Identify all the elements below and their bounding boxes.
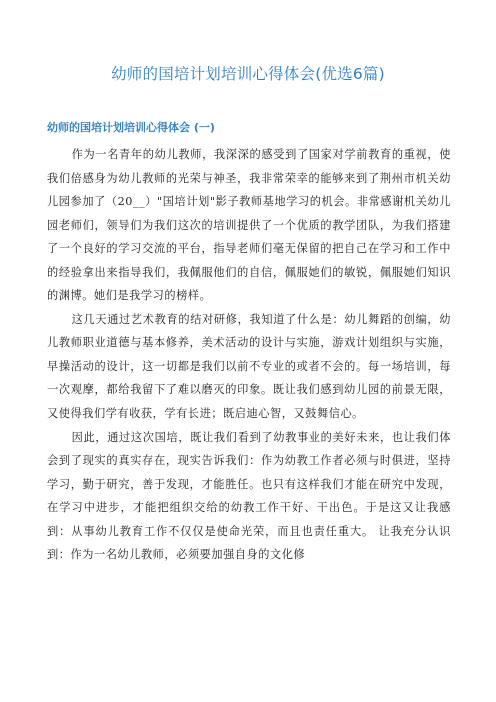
document-body — [47, 143, 451, 567]
document-title: 幼师的国培计划培训心得体会(优选6篇) — [111, 65, 385, 83]
section-heading: 幼师的国培计划培训心得体会 (一) — [47, 121, 215, 134]
paragraph: 因此，通过这次国培，既让我们看到了幼教事业的美好未来，也让我们体会到了现实的真实存在，现实告诉我们：作为幼教工作者必须与时俱进，坚持学习，勤于研究，善于发现，才能胜任。也只有这样我们才能在研究中发现，在学习中进步，才能把组织交给的幼教工作干好、干出色。于是这又让我感到：从事幼儿教育工作不仅仅是使命光荣，而且也责任重大。 让我充分认识到：作为一名幼儿教师，必须要加强自身的文化修 — [47, 430, 451, 562]
paragraph: 作为一名青年的幼儿教师，我深深的感受到了国家对学前教育的重视，使我们倍感身为幼儿教师的光荣与神圣，我非常荣幸的能够来到了荆州市机关幼儿园参加了（20__）"国培计划"影子教师基地学习的机会。非常感谢机关幼儿园老师们，领导们为我们这次的培训提供了一个优质的教学团队，为我们搭建了一个良好的学习交流的平台，指导老师们毫无保留的把自己在学习和工作中的经验拿出来指导我们，我佩服他们的自信，佩服她们的敏锐，佩服她们知识的渊博。她们是我学习的榜样。 — [47, 148, 451, 303]
paragraph: 这几天通过艺术教育的结对研修，我知道了什么是：幼儿舞蹈的创编，幼儿教师职业道德与基本修养，美术活动的设计与实施，游戏计划组织与实施，早操活动的设计，这一切都是我们以前不专业的或者不会的。每一场培训，每一次观摩，都给我留下了难以磨灭的印象。既让我们感到幼儿园的前景无限，又使得我们学有收获，学有长进；既启迪心智，又鼓舞信心。 — [47, 312, 451, 421]
